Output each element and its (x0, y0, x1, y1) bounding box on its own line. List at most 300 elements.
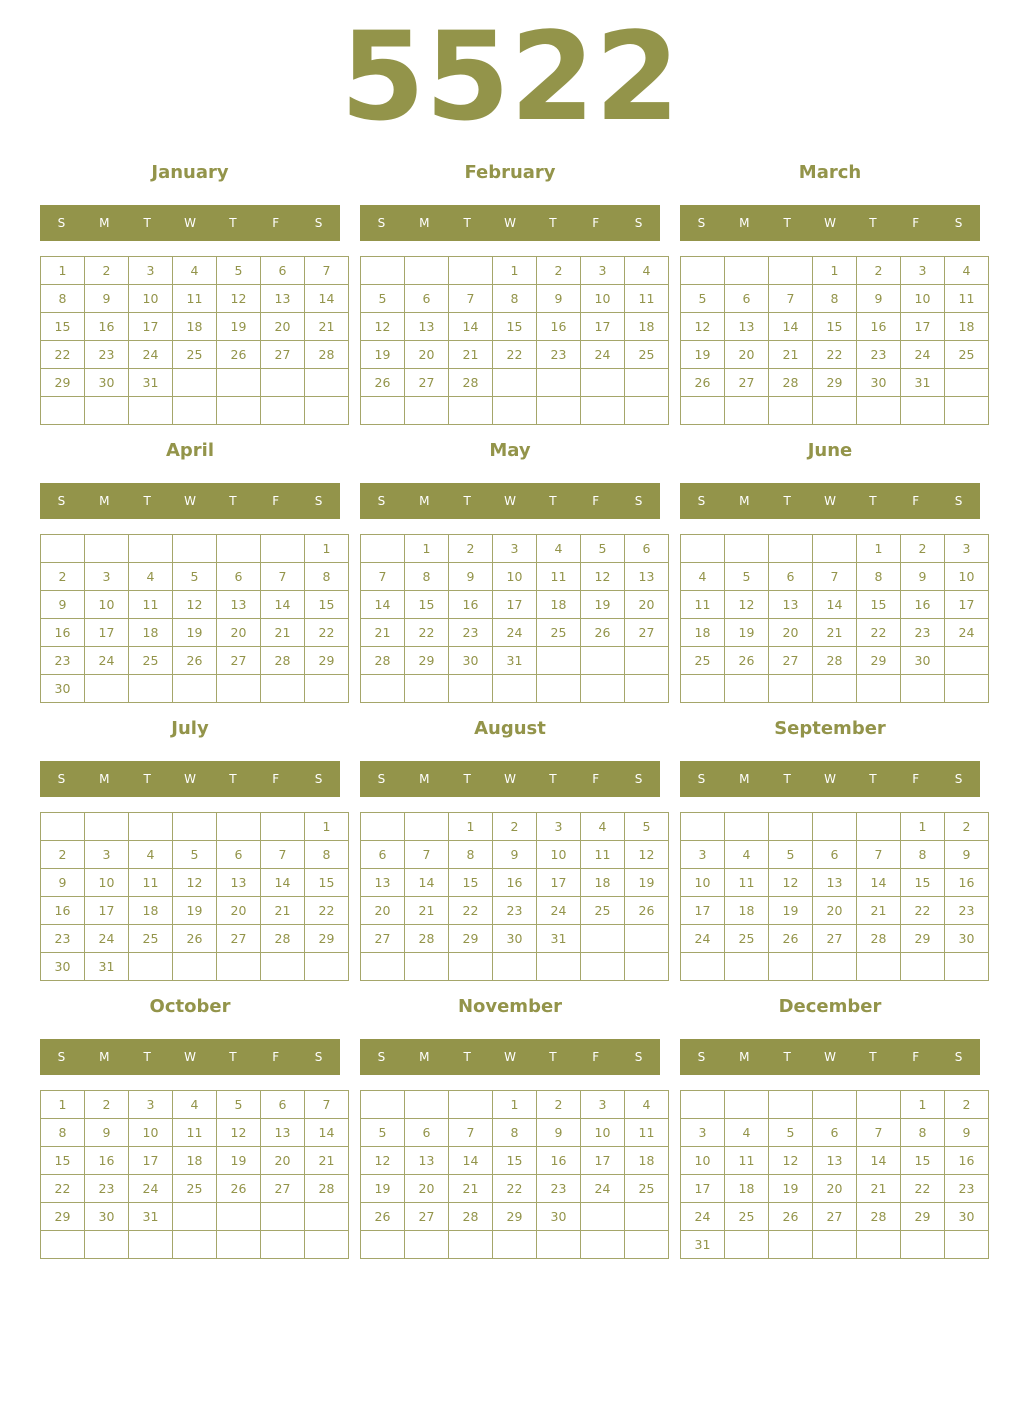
day-cell: 24 (129, 341, 173, 369)
day-cell: 28 (361, 647, 405, 675)
day-cell: 23 (493, 897, 537, 925)
day-cell: 28 (857, 925, 901, 953)
weekday-header (680, 761, 980, 797)
empty-day-cell (41, 535, 85, 563)
empty-day-cell (129, 675, 173, 703)
day-cell: 12 (625, 841, 669, 869)
day-cell: 21 (405, 897, 449, 925)
empty-day-cell (449, 1091, 493, 1119)
day-cell: 1 (449, 813, 493, 841)
week-row (681, 897, 989, 925)
empty-day-cell (261, 397, 305, 425)
day-cell: 19 (769, 1175, 813, 1203)
empty-day-cell (537, 1231, 581, 1259)
day-cell: 30 (901, 647, 945, 675)
day-cell: 13 (217, 591, 261, 619)
weekday-label: F (592, 494, 600, 508)
empty-day-cell (449, 953, 493, 981)
day-cell: 29 (305, 647, 349, 675)
empty-day-cell (261, 535, 305, 563)
weekday-label: T (463, 494, 471, 508)
empty-day-cell (449, 1231, 493, 1259)
day-cell: 10 (581, 285, 625, 313)
day-cell: 22 (449, 897, 493, 925)
day-cell: 9 (41, 869, 85, 897)
week-row (681, 285, 989, 313)
day-cell: 14 (361, 591, 405, 619)
empty-day-cell (449, 397, 493, 425)
week-row (41, 897, 349, 925)
day-cell: 26 (173, 925, 217, 953)
day-cell: 10 (681, 1147, 725, 1175)
day-grid (40, 1090, 349, 1259)
day-cell: 1 (901, 1091, 945, 1119)
weekday-label: S (954, 494, 963, 508)
day-cell: 4 (625, 1091, 669, 1119)
empty-day-cell (129, 953, 173, 981)
empty-day-cell (625, 1203, 669, 1231)
day-cell: 4 (725, 1119, 769, 1147)
day-cell: 26 (217, 341, 261, 369)
day-cell: 3 (537, 813, 581, 841)
day-cell: 4 (537, 535, 581, 563)
week-row (41, 925, 349, 953)
week-row (681, 1147, 989, 1175)
weekday-header (40, 761, 340, 797)
weekday-label: F (912, 1050, 920, 1064)
day-cell: 3 (945, 535, 989, 563)
weekday-label: W (504, 772, 516, 786)
empty-day-cell (305, 1203, 349, 1231)
day-cell: 7 (449, 1119, 493, 1147)
day-cell: 21 (857, 1175, 901, 1203)
empty-day-cell (361, 675, 405, 703)
day-cell: 19 (769, 897, 813, 925)
day-cell: 11 (725, 869, 769, 897)
week-row (681, 369, 989, 397)
day-cell: 2 (449, 535, 493, 563)
day-cell: 3 (129, 1091, 173, 1119)
day-cell: 21 (769, 341, 813, 369)
weekday-label: W (184, 216, 196, 230)
day-cell: 5 (217, 257, 261, 285)
empty-day-cell (361, 535, 405, 563)
day-cell: 24 (129, 1175, 173, 1203)
day-cell: 26 (581, 619, 625, 647)
week-row (41, 1119, 349, 1147)
day-cell: 8 (813, 285, 857, 313)
day-cell: 4 (945, 257, 989, 285)
empty-day-cell (173, 1231, 217, 1259)
day-cell: 14 (857, 1147, 901, 1175)
weekday-label: M (739, 772, 750, 786)
empty-day-cell (725, 1231, 769, 1259)
day-cell: 27 (625, 619, 669, 647)
weekday-header (360, 483, 660, 519)
weekday-header (360, 1039, 660, 1075)
weekday-label: T (229, 772, 237, 786)
week-row (41, 1203, 349, 1231)
empty-day-cell (581, 953, 625, 981)
week-row (41, 1091, 349, 1119)
day-cell: 16 (857, 313, 901, 341)
day-cell: 16 (537, 1147, 581, 1175)
weekday-label: W (184, 494, 196, 508)
week-row (41, 397, 349, 425)
empty-day-cell (217, 535, 261, 563)
month-name: June (807, 440, 853, 461)
week-row (361, 813, 669, 841)
day-cell: 13 (261, 1119, 305, 1147)
day-cell: 8 (493, 285, 537, 313)
weekday-label: W (504, 1050, 516, 1064)
day-cell: 15 (41, 1147, 85, 1175)
week-row (361, 591, 669, 619)
day-cell: 15 (41, 313, 85, 341)
week-row (41, 869, 349, 897)
day-cell: 18 (537, 591, 581, 619)
week-row (361, 257, 669, 285)
day-cell: 2 (537, 1091, 581, 1119)
day-cell: 10 (129, 285, 173, 313)
day-cell: 15 (305, 591, 349, 619)
day-cell: 5 (625, 813, 669, 841)
day-cell: 30 (945, 1203, 989, 1231)
day-cell: 29 (857, 647, 901, 675)
day-cell: 20 (217, 619, 261, 647)
weekday-label: T (869, 494, 877, 508)
empty-day-cell (405, 257, 449, 285)
day-cell: 9 (85, 1119, 129, 1147)
month-name: September (774, 718, 886, 739)
weekday-label: T (783, 1050, 791, 1064)
day-cell: 3 (901, 257, 945, 285)
weekday-label: T (229, 1050, 237, 1064)
week-row (41, 953, 349, 981)
weekday-label: M (419, 1050, 430, 1064)
weekday-label: S (377, 1050, 386, 1064)
week-row (681, 313, 989, 341)
weekday-label: M (739, 1050, 750, 1064)
day-cell: 2 (41, 841, 85, 869)
day-cell: 19 (361, 1175, 405, 1203)
empty-day-cell (813, 813, 857, 841)
day-cell: 10 (945, 563, 989, 591)
day-cell: 1 (493, 257, 537, 285)
empty-day-cell (173, 397, 217, 425)
day-cell: 17 (581, 313, 625, 341)
empty-day-cell (945, 397, 989, 425)
day-cell: 11 (173, 285, 217, 313)
day-cell: 11 (129, 591, 173, 619)
empty-day-cell (361, 257, 405, 285)
day-cell: 15 (857, 591, 901, 619)
day-cell: 20 (625, 591, 669, 619)
day-cell: 20 (813, 1175, 857, 1203)
empty-day-cell (725, 397, 769, 425)
week-row (361, 841, 669, 869)
day-cell: 10 (129, 1119, 173, 1147)
day-cell: 12 (217, 1119, 261, 1147)
day-grid (360, 256, 669, 425)
empty-day-cell (305, 397, 349, 425)
day-cell: 9 (41, 591, 85, 619)
day-cell: 8 (41, 1119, 85, 1147)
day-cell: 22 (901, 1175, 945, 1203)
empty-day-cell (217, 397, 261, 425)
weekday-label: F (272, 1050, 280, 1064)
day-cell: 13 (361, 869, 405, 897)
empty-day-cell (857, 675, 901, 703)
day-cell: 3 (493, 535, 537, 563)
day-cell: 31 (681, 1231, 725, 1259)
day-cell: 19 (217, 1147, 261, 1175)
day-cell: 16 (85, 1147, 129, 1175)
year-title: 5522 (340, 6, 680, 148)
day-cell: 30 (857, 369, 901, 397)
day-cell: 7 (857, 1119, 901, 1147)
day-cell: 7 (405, 841, 449, 869)
month-name: February (464, 162, 556, 183)
empty-day-cell (173, 535, 217, 563)
day-cell: 11 (945, 285, 989, 313)
day-cell: 10 (493, 563, 537, 591)
day-cell: 27 (405, 369, 449, 397)
day-cell: 18 (725, 897, 769, 925)
empty-day-cell (625, 397, 669, 425)
empty-day-cell (769, 397, 813, 425)
empty-day-cell (261, 1231, 305, 1259)
empty-day-cell (261, 953, 305, 981)
week-row (361, 869, 669, 897)
day-cell: 30 (85, 369, 129, 397)
empty-day-cell (581, 647, 625, 675)
day-cell: 23 (537, 341, 581, 369)
day-cell: 16 (85, 313, 129, 341)
day-cell: 22 (405, 619, 449, 647)
weekday-label: W (504, 494, 516, 508)
day-cell: 20 (405, 1175, 449, 1203)
day-cell: 7 (305, 257, 349, 285)
day-cell: 26 (725, 647, 769, 675)
day-cell: 12 (173, 869, 217, 897)
day-cell: 17 (681, 1175, 725, 1203)
day-cell: 23 (449, 619, 493, 647)
day-cell: 21 (305, 1147, 349, 1175)
empty-day-cell (813, 675, 857, 703)
day-cell: 30 (85, 1203, 129, 1231)
empty-day-cell (361, 1091, 405, 1119)
day-cell: 9 (493, 841, 537, 869)
weekday-label: T (143, 1050, 151, 1064)
month-name: April (165, 440, 215, 461)
empty-day-cell (41, 397, 85, 425)
day-cell: 14 (857, 869, 901, 897)
day-cell: 25 (681, 647, 725, 675)
empty-day-cell (901, 397, 945, 425)
day-cell: 28 (305, 1175, 349, 1203)
weekday-label: S (697, 216, 706, 230)
day-cell: 9 (449, 563, 493, 591)
month-name: December (778, 996, 882, 1017)
day-cell: 5 (361, 285, 405, 313)
weekday-label: T (143, 494, 151, 508)
week-row (681, 675, 989, 703)
day-cell: 24 (581, 341, 625, 369)
week-row (361, 1147, 669, 1175)
day-cell: 2 (945, 1091, 989, 1119)
week-row (41, 535, 349, 563)
weekday-label: M (739, 216, 750, 230)
week-row (681, 563, 989, 591)
day-cell: 7 (261, 841, 305, 869)
day-cell: 30 (537, 1203, 581, 1231)
day-cell: 20 (261, 313, 305, 341)
day-cell: 6 (769, 563, 813, 591)
day-cell: 22 (813, 341, 857, 369)
day-cell: 11 (173, 1119, 217, 1147)
day-cell: 15 (405, 591, 449, 619)
day-cell: 20 (217, 897, 261, 925)
empty-day-cell (217, 953, 261, 981)
day-grid (360, 534, 669, 703)
week-row (681, 925, 989, 953)
day-cell: 12 (361, 313, 405, 341)
empty-day-cell (857, 953, 901, 981)
weekday-label: T (549, 494, 557, 508)
empty-day-cell (681, 1091, 725, 1119)
day-cell: 10 (581, 1119, 625, 1147)
day-cell: 30 (493, 925, 537, 953)
day-cell: 29 (901, 925, 945, 953)
weekday-label: F (592, 216, 600, 230)
day-cell: 19 (217, 313, 261, 341)
day-cell: 21 (857, 897, 901, 925)
weekday-label: T (229, 216, 237, 230)
day-cell: 23 (41, 925, 85, 953)
weekday-label: T (783, 494, 791, 508)
empty-day-cell (85, 535, 129, 563)
week-row (681, 813, 989, 841)
day-cell: 8 (305, 841, 349, 869)
day-cell: 31 (493, 647, 537, 675)
day-cell: 25 (581, 897, 625, 925)
day-cell: 14 (261, 591, 305, 619)
week-row (41, 341, 349, 369)
day-cell: 20 (405, 341, 449, 369)
weekday-label: T (869, 216, 877, 230)
weekday-label: M (419, 216, 430, 230)
day-cell: 15 (493, 1147, 537, 1175)
empty-day-cell (41, 1231, 85, 1259)
day-cell: 7 (361, 563, 405, 591)
day-cell: 28 (449, 369, 493, 397)
day-cell: 6 (813, 841, 857, 869)
empty-day-cell (85, 1231, 129, 1259)
weekday-label: T (549, 1050, 557, 1064)
day-cell: 23 (945, 1175, 989, 1203)
day-cell: 6 (405, 1119, 449, 1147)
weekday-label: M (99, 494, 110, 508)
empty-day-cell (625, 953, 669, 981)
day-cell: 4 (173, 1091, 217, 1119)
week-row (41, 563, 349, 591)
empty-day-cell (173, 675, 217, 703)
empty-day-cell (813, 535, 857, 563)
day-cell: 23 (945, 897, 989, 925)
day-cell: 2 (41, 563, 85, 591)
day-cell: 14 (769, 313, 813, 341)
day-cell: 17 (945, 591, 989, 619)
empty-day-cell (681, 397, 725, 425)
empty-day-cell (405, 1231, 449, 1259)
day-cell: 15 (305, 869, 349, 897)
day-grid (40, 534, 349, 703)
weekday-label: M (99, 772, 110, 786)
day-cell: 11 (625, 1119, 669, 1147)
empty-day-cell (581, 675, 625, 703)
weekday-label: M (99, 1050, 110, 1064)
day-cell: 17 (681, 897, 725, 925)
day-cell: 28 (305, 341, 349, 369)
weekday-label: W (184, 1050, 196, 1064)
day-cell: 14 (813, 591, 857, 619)
day-cell: 28 (405, 925, 449, 953)
weekday-label: T (869, 1050, 877, 1064)
day-cell: 11 (625, 285, 669, 313)
day-cell: 10 (681, 869, 725, 897)
day-cell: 18 (129, 619, 173, 647)
month-name: October (149, 996, 231, 1017)
weekday-label: S (314, 494, 323, 508)
day-cell: 24 (945, 619, 989, 647)
day-cell: 18 (625, 1147, 669, 1175)
day-cell: 10 (85, 591, 129, 619)
week-row (41, 591, 349, 619)
weekday-label: S (314, 1050, 323, 1064)
day-cell: 5 (217, 1091, 261, 1119)
day-grid (680, 534, 989, 703)
week-row (361, 563, 669, 591)
day-cell: 26 (625, 897, 669, 925)
day-cell: 9 (901, 563, 945, 591)
day-cell: 10 (537, 841, 581, 869)
day-cell: 24 (85, 647, 129, 675)
day-cell: 3 (581, 1091, 625, 1119)
week-row (41, 813, 349, 841)
day-cell: 22 (493, 1175, 537, 1203)
day-cell: 11 (537, 563, 581, 591)
day-cell: 16 (449, 591, 493, 619)
day-cell: 13 (405, 313, 449, 341)
empty-day-cell (681, 675, 725, 703)
empty-day-cell (85, 397, 129, 425)
day-cell: 26 (173, 647, 217, 675)
empty-day-cell (305, 369, 349, 397)
week-row (361, 1175, 669, 1203)
day-cell: 5 (581, 535, 625, 563)
day-cell: 2 (901, 535, 945, 563)
day-cell: 10 (85, 869, 129, 897)
day-grid (360, 1090, 669, 1259)
empty-day-cell (537, 675, 581, 703)
week-row (361, 397, 669, 425)
empty-day-cell (129, 1231, 173, 1259)
week-row (681, 257, 989, 285)
day-cell: 8 (901, 841, 945, 869)
day-cell: 17 (129, 1147, 173, 1175)
day-cell: 19 (725, 619, 769, 647)
